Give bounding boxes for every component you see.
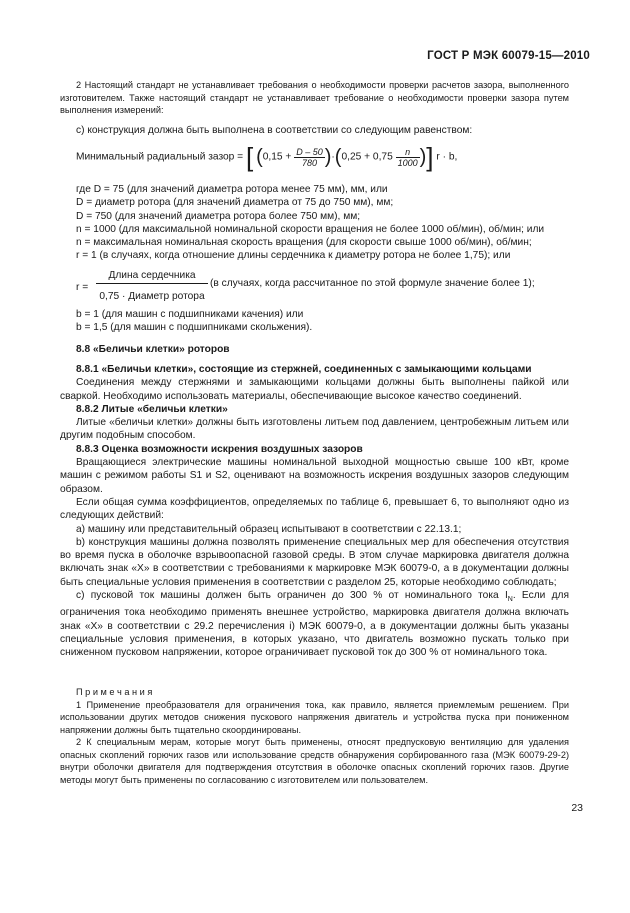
r-tail: (в случаях, когда рассчитанное по этой формуле значение более 1);	[210, 278, 535, 289]
r-numerator: Длина сердечника	[96, 270, 208, 284]
action-a: a) машину или представительный образец испытывают в соответствии с 22.13.1;	[76, 523, 462, 535]
notes-title: П р и м е ч а н и я	[76, 687, 153, 697]
formula-b: 0,25 + 0,75	[341, 151, 393, 163]
formula-tail: r · b,	[436, 151, 458, 163]
standard-header: ГОСТ Р МЭК 60079-15—2010	[427, 50, 590, 62]
def-line: n = 1000 (для максимальной номинальной скорости вращения не более 1000 об/мин), об/мин; или	[76, 223, 545, 235]
section-8-8-3-title: 8.8.3 Оценка возможности искрения воздушных зазоров	[76, 443, 363, 455]
def-line: b = 1,5 (для машин с подшипниками скольжения).	[76, 322, 313, 334]
def-line: r = 1 (в случаях, когда отношение длины сердечника к диаметру ротора не более 1,75); или	[76, 250, 511, 262]
section-8-8-1-title: 8.8.1 «Беличьи клетки», состоящие из стержней, соединенных с замыкающими кольцами	[76, 364, 532, 375]
section-8-8-title: 8.8 «Беличьи клетки» роторов	[76, 344, 230, 355]
def-line: n = максимальная номинальная скорость вращения (для скорости свыше 1000 об/мин), об/мин;	[76, 237, 532, 249]
section-8-8-3-para-1: Вращающиеся электрические машины номинальной выходной мощностью свыше 100 кВт, кроме машин с режимом работы S1 и S2, оценивают на возможность искрения воздушных зазоров следующим образом.	[60, 457, 569, 495]
def-line: D = 750 (для значений диаметра ротора более 750 мм), мм;	[76, 210, 361, 222]
def-line: D = диаметр ротора (для значений диаметра от 75 до 750 мм), мм;	[76, 197, 394, 209]
section-8-8-body	[60, 363, 569, 660]
r-denominator: 0,75 · Диаметр ротора	[99, 291, 205, 302]
formula-fraction-1: $\frac{D - 50}{780}$	[296, 146, 323, 168]
clearance-formula: Минимальный радиальный зазор = [ (0,15 + $\frac{D - 50}{780}$ )·(0,25 + 0,75 $\frac{n}{1000}$ )] r · b,	[76, 142, 458, 172]
note-2: 2 К специальным мерам, которые могут быть применены, относят предпусковую вентиляцию для удаления опасных скоплений горючих газов или использование средств обнаружения сорбированного газа (МЭК 60079-29-2) внутри оболочки двигателя для подтверждения отсутствия в оболочке опасных скоплений горючих газов. Другие методы могут быть применены по согласованию с изготовителем или пользователем.	[60, 737, 569, 785]
item-c: c) конструкция должна быть выполнена в соответствии со следующим равенством:	[76, 125, 473, 136]
page-number: 23	[571, 802, 583, 814]
action-b: b) конструкция машины должна позволять применение специальных мер для обеспечения отсутствия во время пуска в оболочке взрывоопасной газовой среды. В этом случае маркировка двигателя должна включать знак «X» в соответствии с требованиями к маркировке МЭК 60079-0, а в документации должны быть специальные условия применения в соответствии с разделом 25, которые необходимо соблюдать;	[60, 536, 569, 588]
r-formula	[76, 270, 570, 306]
r-lhs: r =	[76, 282, 89, 293]
note-1: 1 Применение преобразователя для ограничения тока, как правило, является приемлемым решением. При использовании других методов снижения пускового напряжения двигатель и устройства пуска при пониженном напряжении должны быть тщательно скоординированы.	[60, 699, 569, 735]
action-c: c) пусковой ток машины должен быть ограничен до 300 % от номинального тока $I_N$. Если для ограничения тока необходимо применять внешнее устройство, маркировка двигателя должна включать знак «X» в соответствии с 29.2 перечисления i) МЭК 60079-0, а в документации должны быть указаны специальные условия применения, в которых указано, что двигатель возможно пускать только при сниженном пусковом напряжении, которое ограничивает пусковой ток до 300 % от номинального тока.	[60, 590, 569, 659]
b-definitions	[76, 308, 570, 335]
formula-label: Минимальный радиальный зазор =	[76, 151, 244, 163]
note-2-intro: 2 Настоящий стандарт не устанавливает требования о необходимости проверки расчетов зазора, выполненного изготовителем. Также настоящий стандарт не устанавливает требование о необходимости проверки зазора путем выполнения измерений:	[60, 80, 569, 115]
section-8-8-1-text: Соединения между стержнями и замыкающими кольцами должны быть выполнены пайкой или сваркой. Необходимо использовать материалы, обеспечивающие высокое качество соединений.	[60, 377, 569, 402]
notes	[60, 686, 569, 786]
section-8-8-2-title: 8.8.2 Литые «беличьи клетки»	[76, 403, 228, 415]
section-8-8-3-para-2: Если общая сумма коэффициентов, определяемых по таблице 6, превышает 6, то выполняют одно из следующих действий:	[60, 496, 569, 522]
def-line: b = 1 (для машин с подшипниками качения) или	[76, 309, 304, 320]
def-line: где D = 75 (для значений диаметра ротора менее 75 мм), мм, или	[76, 184, 388, 195]
formula-fraction-2: $\frac{n}{1000}$	[397, 146, 418, 168]
definitions	[76, 183, 570, 263]
formula-a: 0,15 +	[262, 151, 292, 163]
section-8-8-2-text: Литые «беличьи клетки» должны быть изготовлены литьем под давлением, центробежным литьем или другим подобным способом.	[60, 417, 569, 442]
